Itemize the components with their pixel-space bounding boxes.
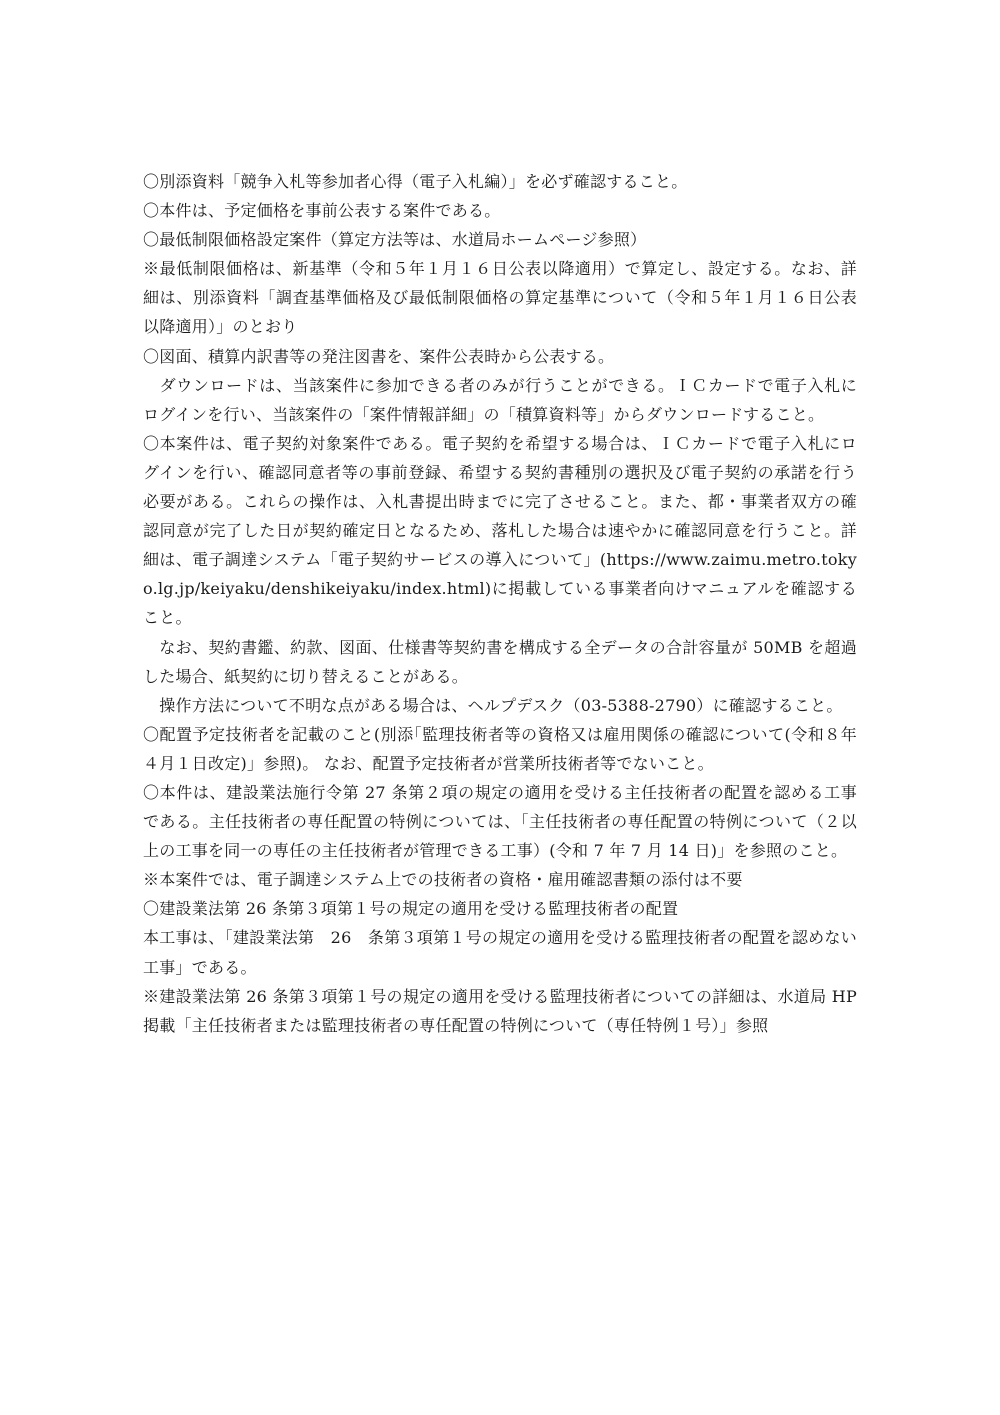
paragraph-minimum-price-setting: 〇最低制限価格設定案件（算定方法等は、水道局ホームページ参照） xyxy=(143,230,647,250)
paragraph-supervising-engineer-heading: 〇建設業法第 26 条第３項第１号の規定の適用を受ける監理技術者の配置 xyxy=(143,899,679,919)
paragraph-data-size-limit: なお、契約書鑑、約款、図面、仕様書等契約書を構成する全データの合計容量が 50MB を超過した場合、紙契約に切り替えることがある。 xyxy=(143,637,857,686)
paragraph-minimum-price-note: ※最低制限価格は、新基準（令和５年１月１６日公表以降適用）で算定し、設定する。なお、詳細は、別添資料「調査基準価格及び最低制限価格の算定基準について（令和５年１月１６日公表以降適用）」のとおり xyxy=(143,259,857,337)
paragraph-helpdesk: 操作方法について不明な点がある場合は、ヘルプデスク（03-5388-2790）に確認すること。 xyxy=(143,695,843,715)
paragraph-price-disclosure: 〇本件は、予定価格を事前公表する案件である。 xyxy=(143,201,501,221)
paragraph-attachment-not-required: ※本案件では、電子調達システム上での技術者の資格・雇用確認書類の添付は不要 xyxy=(143,870,743,890)
paragraph-chief-engineer-exception: 〇本件は、建設業法施行令第 27 条第２項の規定の適用を受ける主任技術者の配置を認める工事である。主任技術者の専任配置の特例については、「主任技術者の専任配置の特例について（２以上の工事を同一の専任の主任技術者が管理できる工事）(令和 7 年 7 月 14 日)」を参照のこと。 xyxy=(143,782,857,861)
paragraph-supervising-engineer-details: ※建設業法第 26 条第３項第１号の規定の適用を受ける監理技術者についての詳細は、水道局 HP 掲載「主任技術者または監理技術者の専任配置の特例について（専任特例１号）」参照 xyxy=(143,986,857,1035)
paragraph-electronic-contract: 〇本案件は、電子契約対象案件である。電子契約を希望する場合は、ＩＣカードで電子入札にログインを行い、確認同意者等の事前登録、希望する契約書種別の選択及び電子契約の承諾を行う必要がある。これらの操作は、入札書提出時までに完了させること。また、都・事業者双方の確認同意が完了した日が契約確定日となるため、落札した場合は速やかに確認同意を行うこと。詳細は、電子調達システム「電子契約サービスの導入について」(https://www.zaimu.metro.tokyo.lg.jp/keiyaku/denshikeiyaku/index.html)に掲載している事業者向けマニュアルを確認すること。 xyxy=(143,433,857,628)
paragraph-download-instructions: ダウンロードは、当該案件に参加できる者のみが行うことができる。ＩＣカードで電子入札にログインを行い、当該案件の「案件情報詳細」の「積算資料等」からダウンロードすること。 xyxy=(143,375,857,424)
paragraph-drawings-publication: 〇図面、積算内訳書等の発注図書を、案件公表時から公表する。 xyxy=(143,346,615,366)
document-body xyxy=(143,167,857,1040)
paragraph-contestant-guidelines: 〇別添資料「競争入札等参加者心得（電子入札編）」を必ず確認すること。 xyxy=(143,172,688,191)
paragraph-engineer-assignment: 〇配置予定技術者を記載のこと(別添｢監理技術者等の資格又は雇用関係の確認について(令和８年４月１日改定)」参照)。 なお、配置予定技術者が営業所技術者等でないこと。 xyxy=(143,724,857,773)
paragraph-supervising-engineer-not-allowed: 本工事は、「建設業法第 26 条第３項第１号の規定の適用を受ける監理技術者の配置を認めない工事」である。 xyxy=(143,928,857,977)
